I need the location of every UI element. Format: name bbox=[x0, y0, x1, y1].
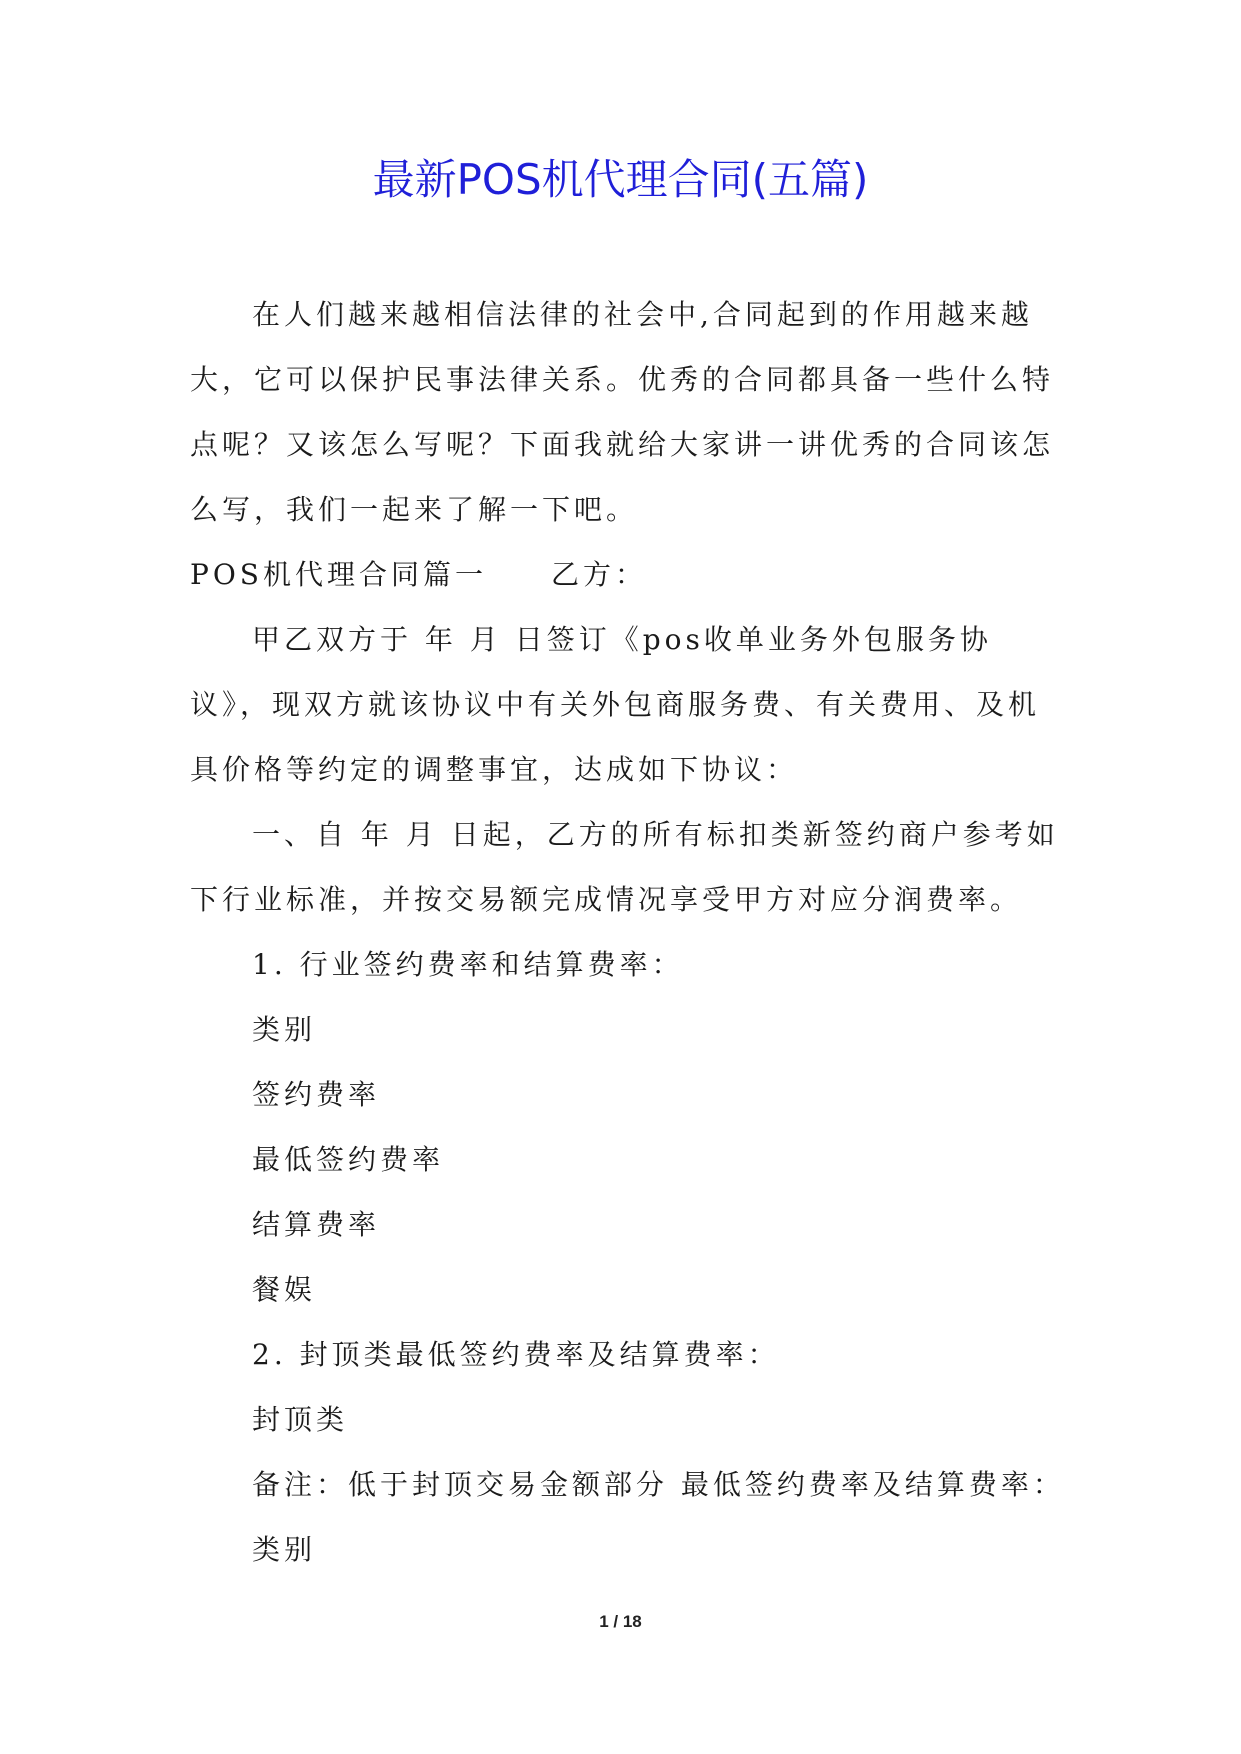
list-item: 最低签约费率 bbox=[252, 1143, 445, 1176]
list-item: 餐娱 bbox=[252, 1273, 317, 1306]
list-item: 封顶类 bbox=[252, 1403, 349, 1436]
page-indicator: 1 / 18 bbox=[599, 1612, 642, 1631]
list-item: 类别 bbox=[252, 1533, 317, 1566]
document-title: 最新POS机代理合同(五篇) bbox=[372, 155, 869, 204]
agreement-paragraph: 甲乙双方于 年 月 日签订《pos收单业务外包服务协议》，现双方就该协议中有关外包商服务费、有关费用、及机具价格等约定的调整事宜，达成如下协议： bbox=[190, 623, 1041, 786]
section-heading-title: POS机代理合同篇一 bbox=[190, 558, 487, 591]
intro-paragraph: 在人们越来越相信法律的社会中,合同起到的作用越来越大，它可以保护民事法律关系。优秀的合同都具备一些什么特点呢？又该怎么写呢？下面我就给大家讲一讲优秀的合同该怎么写，我们一起来了解一下吧。 bbox=[190, 298, 1055, 526]
section-heading bbox=[190, 542, 1070, 607]
list-item: 签约费率 bbox=[252, 1078, 381, 1111]
document-body bbox=[190, 282, 1070, 1582]
section-heading-party: 乙方： bbox=[550, 558, 647, 591]
list-item: 结算费率 bbox=[252, 1208, 381, 1241]
list-item: 备注：低于封顶交易金额部分 最低签约费率及结算费率： bbox=[252, 1468, 1065, 1501]
list-item: 2. 封顶类最低签约费率及结算费率： bbox=[252, 1338, 780, 1371]
clause-one-paragraph: 一、自 年 月 日起，乙方的所有标扣类新签约商户参考如下行业标准，并按交易额完成情况享受甲方对应分润费率。 bbox=[190, 818, 1059, 916]
list-item: 1. 行业签约费率和结算费率： bbox=[252, 948, 684, 981]
list-item: 类别 bbox=[252, 1013, 317, 1046]
